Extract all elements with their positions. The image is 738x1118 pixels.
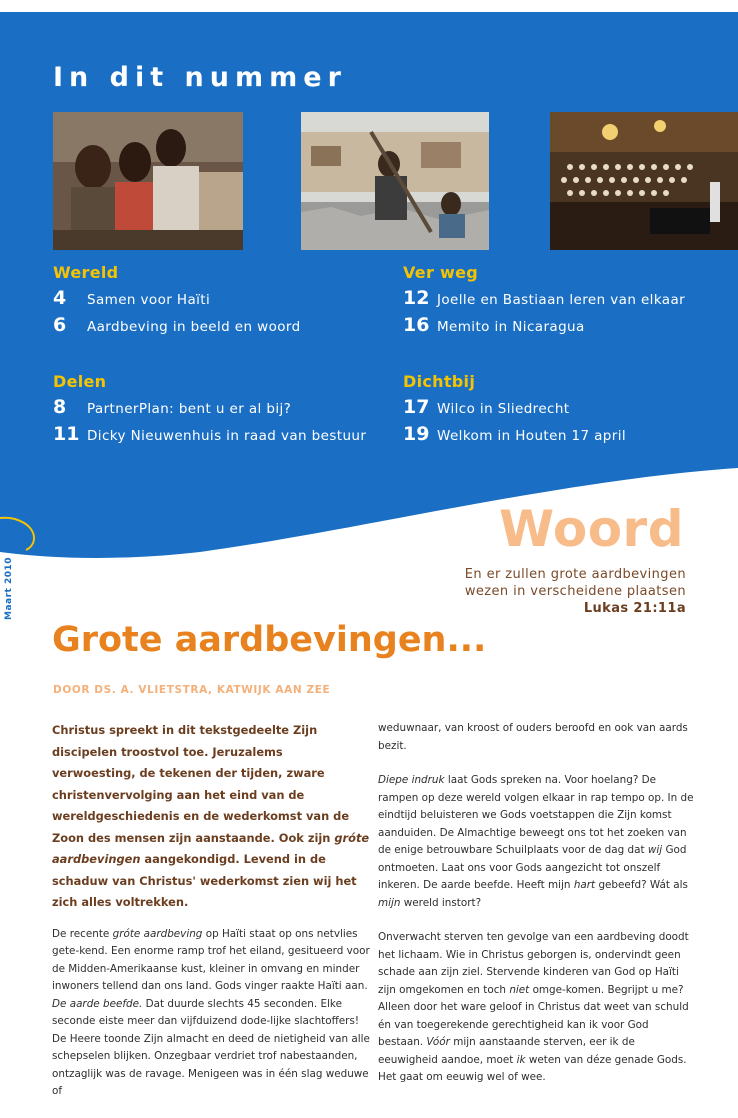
woord-label: Woord [498,500,684,558]
toc-page-number: 16 [403,314,430,336]
verse-line: En er zullen grote aardbevingen [464,567,686,582]
section-title: Dichtbij [403,372,476,391]
toc-heading: In dit nummer [53,62,347,93]
article-paragraph: weduwnaar, van kroost of ouders beroofd en ook van aards bezit. [378,722,688,752]
toc-section-dichtbij [403,372,723,450]
article-lead: Christus spreekt in dit tekstgedeelte Zijn discipelen troostvol toe. Jeruzalems verwoesting, de tekenen der tijden, zware christenvervolging aan het eind van de wereldgeschiedenis en de wederkomst van de Zoon des mensen zijn aanstaande. Ook zijn gróte aardbevingen aangekondigd. Levend in de schaduw van Christus' wederkomst zien wij het zich alles voltrekken. [52,723,370,909]
toc-item-label: Wilco in Sliedrecht [437,401,570,417]
choir-concert-photo [550,112,738,250]
toc-item[interactable] [53,287,373,314]
toc-section-ver-weg [403,263,723,341]
article-paragraph: De recente gróte aardbeving op Haïti staat op ons netvlies gete-kend. Een enorme ramp trof het eiland, gesitueerd voor de Midden-Amerikaanse kust, kleiner in omvang en minder inwoners tellend dan ons land. Gods vinger raakte Haïti aan. De aarde beefde. Dat duurde slechts 45 seconden. Elke seconde eiste meer dan vijfduizend dode-lijke slachtoffers! De Heere toonde Zijn almacht en deed de nietigheid van alle schepselen blijken. Onzegbaar verdriet trof nabestaanden, ontzaglijk was de ravage. Menigeen was in één slag weduwe of [52,927,370,1097]
haiti-people-photo [53,112,243,250]
toc-page-number: 12 [403,287,430,309]
toc-page-number: 4 [53,287,67,309]
toc-item-label: Memito in Nicaragua [437,319,585,335]
toc-page-number: 19 [403,423,430,445]
toc-page-number: 6 [53,314,67,336]
toc-item-label: Joelle en Bastiaan leren van elkaar [437,292,686,308]
toc-item-label: Aardbeving in beeld en woord [87,319,301,335]
toc-section-wereld [53,263,373,341]
article-column-right [378,720,696,1104]
toc-section-delen [53,372,373,450]
section-title: Delen [53,372,107,391]
section-title: Wereld [53,263,119,282]
toc-item[interactable] [53,423,373,450]
toc-item[interactable] [53,396,373,423]
article-title: Grote aardbevingen... [52,620,487,660]
toc-item-label: Samen voor Haïti [87,292,211,308]
verse-line: wezen in verscheidene plaatsen [464,584,686,599]
toc-item[interactable] [403,423,723,450]
toc-item[interactable] [403,287,723,314]
toc-page-number: 11 [53,423,80,445]
toc-item[interactable] [53,314,373,341]
article-column-left [52,720,370,1118]
article-paragraph: Onverwacht sterven ten gevolge van een aardbeving doodt het lichaam. Wie in Christus geborgen is, ondervindt geen schade aan zijn ziel. Stervende kinderen van God op Haïti zijn omgekomen en toch niet omge-komen. Begrijpt u me? Alleen door het ware geloof in Christus dat weet van schuld én van toegerekende gerechtigheid kan ik voor God bestaan. Vóór mijn aanstaande sterven, eer ik de eeuwigheid aandoe, moet ik weten van déze genade Gods. Het gaat om eeuwig wel of wee. [378,931,689,1083]
article-paragraph: Diepe indruk laat Gods spreken na. Voor hoelang? De rampen op deze wereld volgen elkaar in rap tempo op. In de eindtijd beluisteren we Gods voetstappen die Zijn komst aanduiden. De Almachtige beweegt ons tot het zoeken van de enige betrouwbare Schuilplaats voor de dag dat wij God ontmoeten. Laat ons voor Gods aangezicht tot onszelf inkeren. De aarde beefde. Heeft mijn hart gebeefd? Wát als mijn wereld instort? [378,774,694,909]
page-number: 2 [10,534,17,544]
issue-date: Maart 2010 [4,556,14,620]
toc-item[interactable] [403,314,723,341]
verse-reference: Lukas 21:11a [583,601,686,616]
rubble-workers-photo [301,112,489,250]
article-byline: DOOR DS. A. VLIETSTRA, KATWIJK AAN ZEE [53,684,331,696]
toc-item-label: Welkom in Houten 17 april [437,428,627,444]
page-corner-arc [0,512,40,552]
bible-verse [465,566,686,617]
toc-item[interactable] [403,396,723,423]
toc-item-label: Dicky Nieuwenhuis in raad van bestuur [87,428,367,444]
toc-page-number: 17 [403,396,430,418]
section-title: Ver weg [403,263,479,282]
toc-page-number: 8 [53,396,67,418]
toc-item-label: PartnerPlan: bent u er al bij? [87,401,292,417]
